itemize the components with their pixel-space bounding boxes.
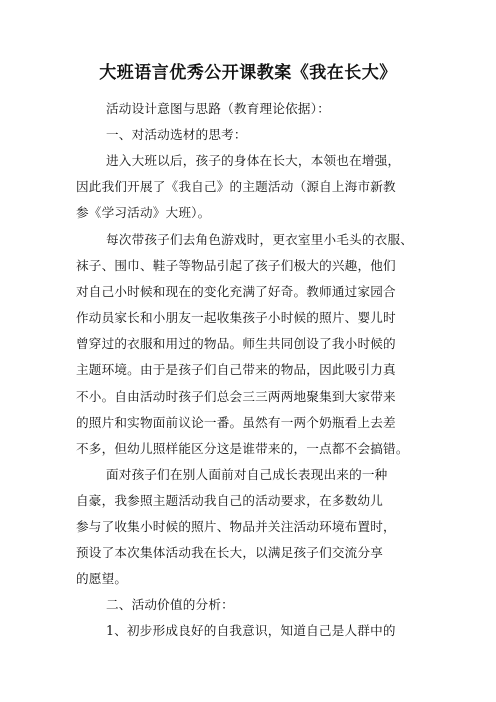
paragraph-line: 参《学习活动》大班）。 — [76, 205, 211, 220]
paragraph-line: 面对孩子们在别人面前对自己成长表现出来的一种 — [106, 467, 388, 482]
paragraph-line: 因此我们开展了《我自己》的主题活动（源自上海市新教 — [76, 179, 396, 194]
paragraph-line: 每次带孩子们去角色游戏时，更衣室里小毛头的衣服、 — [106, 232, 414, 247]
paragraph-line: 参与了收集小时候的照片、物品并关注活动环境布置时， — [76, 519, 396, 534]
paragraph-line: 的愿望。 — [76, 571, 128, 586]
paragraph-line: 进入大班以后，孩子的身体在长大，本领也在增强， — [106, 153, 401, 168]
paragraph-line: 的照片和实物面前议论一番。虽然有一两个奶瓶看上去差 — [76, 415, 396, 430]
paragraph-line: 1、初步形成良好的自我意识，知道自己是人群中的 — [106, 623, 396, 638]
paragraph-line: 活动设计意图与思路（教育理论依据）： — [106, 101, 330, 116]
document-title: 大班语言优秀公开课教案《我在长大》 — [99, 63, 397, 83]
paragraph-line: 不小。自由活动时孩子们总会三三两两地聚集到大家带来 — [76, 389, 396, 404]
section-heading: 二、活动价值的分析： — [106, 597, 234, 612]
paragraph-line: 预设了本次集体活动我在长大，以满足孩子们交流分享 — [76, 545, 384, 560]
paragraph-line: 曾穿过的衣服和用过的物品。师生共同创设了我小时候的 — [76, 336, 396, 351]
paragraph-line: 自豪，我参照主题活动我自己的活动要求，在多数幼儿 — [76, 493, 384, 508]
paragraph-line: 不多，但幼儿照样能区分这是谁带来的，一点都不会搞错。 — [76, 441, 409, 456]
paragraph-line: 作动员家长和小朋友一起收集孩子小时候的照片、婴儿时 — [76, 310, 396, 325]
section-heading: 一、对活动选材的思考： — [106, 127, 247, 142]
paragraph-line: 袜子、围巾、鞋子等物品引起了孩子们极大的兴趣，他们 — [76, 258, 396, 273]
paragraph-line: 对自己小时候和现在的变化充满了好奇。教师通过家园合 — [76, 284, 396, 299]
paragraph-line: 主题环境。由于是孩子们自己带来的物品，因此吸引力真 — [76, 362, 396, 377]
